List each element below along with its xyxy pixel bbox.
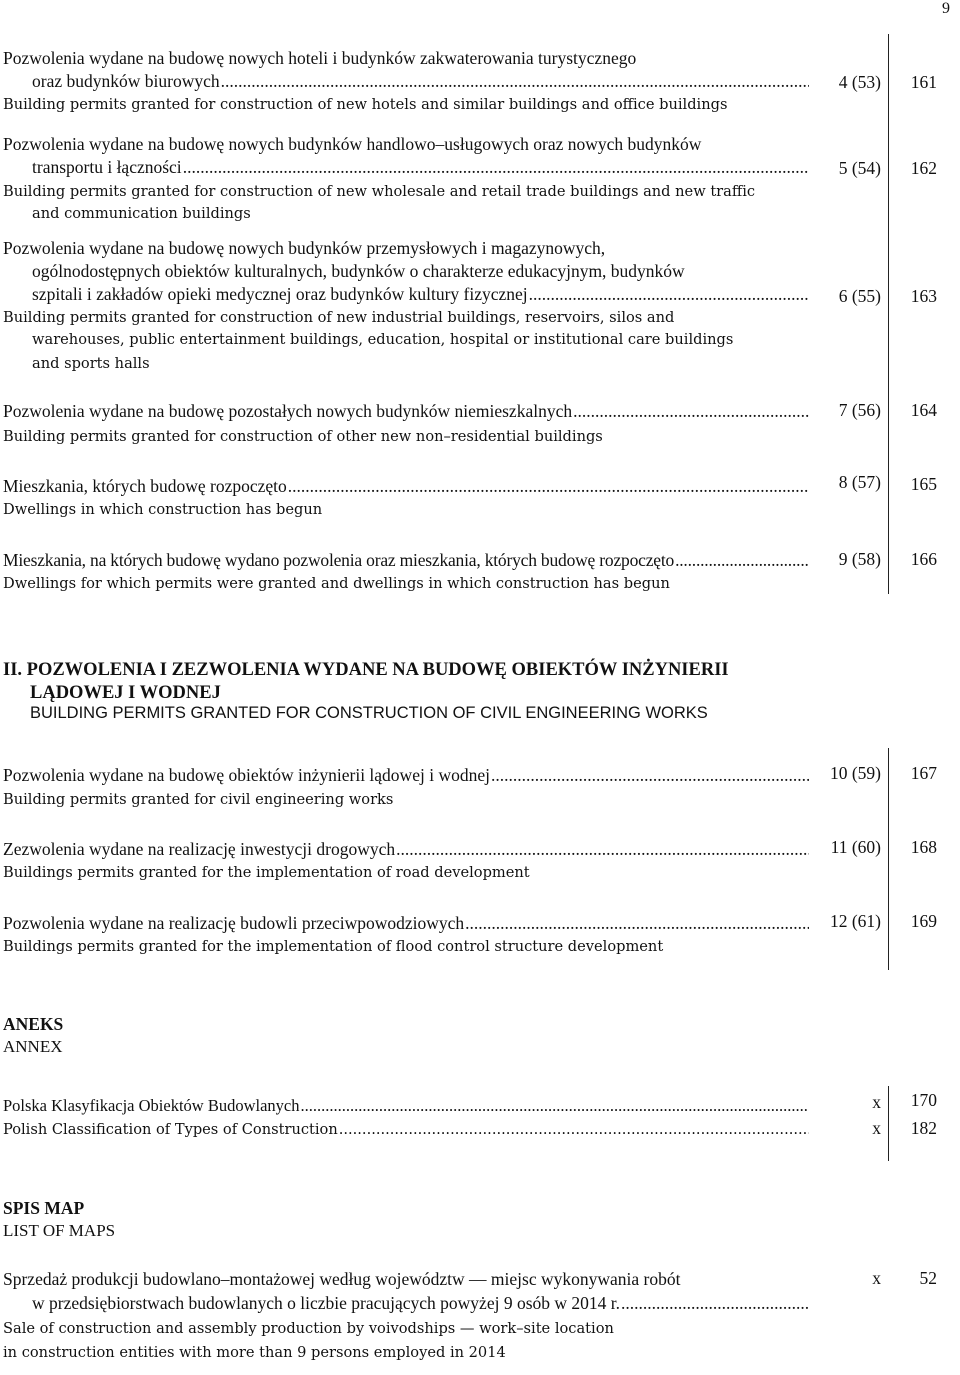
- table-number: 6 (55): [838, 286, 881, 306]
- toc-entry-map-en: Sale of construction and assembly production by voivodships — work–site location: [3, 1320, 614, 1337]
- toc-entry-pl[interactable]: Pozwolenia wydane na budowę nowych budynków handlowo–usługowych oraz nowych budynków: [3, 134, 702, 154]
- toc-entry-en-cont: warehouses, public entertainment buildings, education, hospital or institutional care buildings: [32, 331, 734, 348]
- toc-entry-pl-cont: szpitali i zakładów opieki medycznej oraz budynków kultury fizycznej .....: [3, 283, 809, 306]
- toc-entry-pl[interactable]: Pozwolenia wydane na budowę obiektów inżynierii lądowej i wodnej .....: [3, 764, 809, 787]
- table-number: 8 (57): [838, 472, 881, 492]
- page-ref[interactable]: 170: [910, 1090, 937, 1110]
- toc-entry-pl[interactable]: Pozwolenia wydane na budowę pozostałych nowych budynków niemieszkalnych .....: [3, 400, 809, 423]
- table-number: 7 (56): [838, 400, 881, 420]
- leader-dots: [465, 912, 809, 935]
- page-number: 9: [942, 0, 950, 17]
- section-title-en: BUILDING PERMITS GRANTED FOR CONSTRUCTION OF CIVIL ENGINEERING WORKS: [30, 704, 708, 722]
- page-ref[interactable]: 182: [910, 1118, 937, 1138]
- toc-entry-annex[interactable]: Polska Klasyfikacja Obiektów Budowlanych .....: [3, 1094, 809, 1117]
- toc-entry-annex-en[interactable]: Polish Classification of Types of Construction .....: [3, 1118, 809, 1141]
- table-number: 12 (61): [829, 911, 881, 931]
- toc-entry-en: Building permits granted for civil engineering works: [3, 791, 394, 808]
- page-ref[interactable]: 165: [910, 474, 937, 494]
- leader-dots: [339, 1118, 809, 1141]
- map-marker: x: [872, 1268, 881, 1288]
- toc-entry-pl[interactable]: Zezwolenia wydane na realizację inwestycji drogowych .....: [3, 838, 809, 861]
- column-divider: [888, 34, 889, 594]
- toc-entry-pl[interactable]: Pozwolenia wydane na budowę nowych hoteli i budynków zakwaterowania turystycznego: [3, 48, 637, 68]
- toc-entry-pl[interactable]: Mieszkania, których budowę rozpoczęto .....: [3, 475, 809, 498]
- toc-entry-pl[interactable]: Mieszkania, na których budowę wydano pozwolenia oraz mieszkania, których budowę rozpoczęto .....: [3, 549, 809, 572]
- toc-entry-pl-cont: oraz budynków biurowych .....: [3, 70, 809, 93]
- toc-entry-pl-cont: transportu i łączności .....: [3, 156, 809, 179]
- page-ref[interactable]: 52: [919, 1268, 937, 1288]
- page-ref[interactable]: 166: [910, 549, 937, 569]
- toc-entry-en: Dwellings in which construction has begun: [3, 501, 323, 518]
- leader-dots: [183, 156, 809, 179]
- table-number: 9 (58): [838, 549, 881, 569]
- page-ref[interactable]: 169: [910, 911, 937, 931]
- toc-entry-en: Buildings permits granted for the implementation of road development: [3, 864, 530, 881]
- toc-entry-en: Dwellings for which permits were granted and dwellings in which construction has begun: [3, 575, 670, 592]
- toc-entry-pl-cont: ogólnodostępnych obiektów kulturalnych, budynków o charakterze edukacyjnym, budynków: [32, 261, 685, 281]
- table-number: 10 (59): [829, 763, 881, 783]
- leader-dots: [621, 1292, 809, 1315]
- table-number: 11 (60): [830, 837, 881, 857]
- toc-entry-map-pl-cont: w przedsiębiorstwach budowlanych o liczbie pracujących powyżej 9 osób w 2014 r. .....: [3, 1292, 809, 1315]
- table-number: 4 (53): [838, 72, 881, 92]
- annex-marker: x: [872, 1118, 881, 1138]
- toc-entry-en-cont: and communication buildings: [32, 205, 251, 222]
- page-ref[interactable]: 163: [910, 286, 937, 306]
- leader-dots: [491, 764, 809, 787]
- leader-dots: [288, 475, 809, 498]
- leader-dots: [396, 838, 809, 861]
- toc-entry-en: Building permits granted for construction of other new non–residential buildings: [3, 428, 603, 445]
- annex-title: ANEKS: [3, 1014, 64, 1034]
- page-ref[interactable]: 168: [910, 837, 937, 857]
- toc-entry-en: Building permits granted for construction of new hotels and similar buildings and office buildings: [3, 96, 728, 113]
- section-title-cont: LĄDOWEJ I WODNEJ: [30, 683, 221, 703]
- toc-entry-en-cont: and sports halls: [32, 355, 150, 372]
- toc-entry-en: Building permits granted for construction of new industrial buildings, reservoirs, silos and: [3, 309, 675, 326]
- annex-title-en: ANNEX: [3, 1037, 63, 1056]
- toc-entry-pl[interactable]: Pozwolenia wydane na realizację budowli przeciwpowodziowych .....: [3, 912, 809, 935]
- maps-title-en: LIST OF MAPS: [3, 1221, 116, 1240]
- maps-title: SPIS MAP: [3, 1198, 85, 1218]
- leader-dots: [221, 70, 809, 93]
- table-number: 5 (54): [838, 158, 881, 178]
- annex-marker: x: [872, 1092, 881, 1112]
- toc-entry-map-en-cont: in construction entities with more than 9 persons employed in 2014: [3, 1344, 506, 1361]
- leader-dots: [300, 1094, 809, 1117]
- toc-entry-pl[interactable]: Pozwolenia wydane na budowę nowych budynków przemysłowych i magazynowych,: [3, 238, 606, 258]
- leader-dots: [573, 400, 809, 423]
- toc-entry-en: Buildings permits granted for the implementation of flood control structure development: [3, 938, 664, 955]
- page-ref[interactable]: 162: [910, 158, 937, 178]
- page-ref[interactable]: 167: [910, 763, 937, 783]
- page-ref[interactable]: 164: [910, 400, 937, 420]
- leader-dots: [675, 549, 809, 572]
- section-title: II. POZWOLENIA I ZEZWOLENIA WYDANE NA BUDOWĘ OBIEKTÓW INŻYNIERII: [3, 660, 729, 680]
- leader-dots: [529, 283, 809, 306]
- page-ref[interactable]: 161: [910, 72, 937, 92]
- toc-entry-en: Building permits granted for construction of new wholesale and retail trade buildings and new traffic: [3, 183, 756, 200]
- toc-entry-map-pl[interactable]: Sprzedaż produkcji budowlano–montażowej według województw — miejsc wykonywania robót: [3, 1269, 681, 1289]
